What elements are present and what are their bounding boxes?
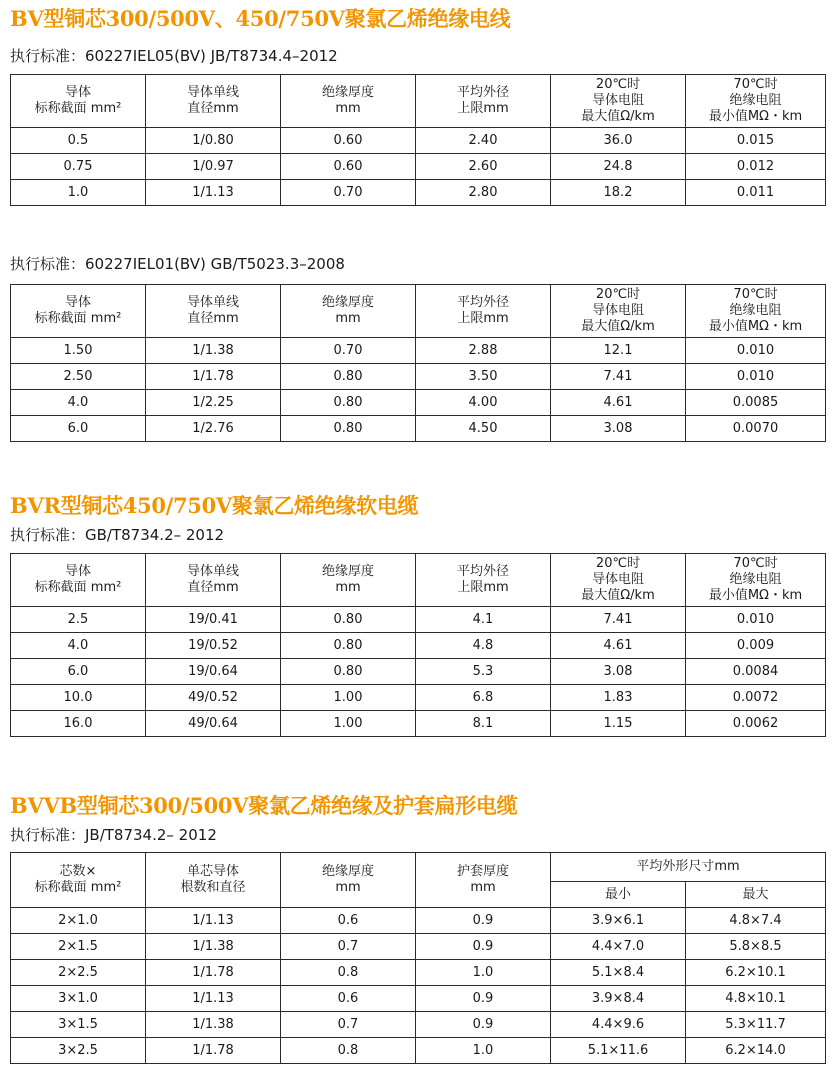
table-cell: 2×2.5 — [11, 960, 146, 986]
header-line: 导体单线 — [186, 85, 239, 100]
table-row — [11, 659, 826, 685]
table-cell: 2×1.0 — [11, 908, 146, 934]
table-cell: 4.0 — [11, 390, 146, 416]
section-standard: 执行标准：60227IEL05(BV) JB/T8734.4–2012 — [10, 47, 338, 65]
table-row — [11, 633, 826, 659]
section-bv-2 — [10, 254, 825, 442]
table-cell: 19/0.52 — [146, 633, 281, 659]
table-cell: 1/1.78 — [146, 1038, 281, 1064]
table-cell: 18.2 — [551, 180, 686, 206]
table-cell: 0.011 — [686, 180, 826, 206]
table-cell: 1.00 — [281, 711, 416, 737]
header-line: 平均外径 — [456, 295, 509, 310]
section-title: BVVB型铜芯300/500V聚氯乙烯绝缘及护套扁形电缆 — [10, 793, 518, 818]
table-cell: 7.41 — [551, 364, 686, 390]
table-cell: 0.70 — [281, 338, 416, 364]
table-cell: 4.61 — [551, 633, 686, 659]
column-header — [146, 554, 281, 607]
table-cell: 2×1.5 — [11, 934, 146, 960]
table-cell: 2.88 — [416, 338, 551, 364]
table-cell: 4.4×9.6 — [551, 1012, 686, 1038]
column-header — [281, 285, 416, 338]
table-cell: 2.50 — [11, 364, 146, 390]
table-cell: 0.0062 — [686, 711, 826, 737]
header-line: 最大值Ω/km — [581, 319, 655, 334]
table-row — [11, 416, 826, 442]
table-cell: 1/2.25 — [146, 390, 281, 416]
table-cell: 4.61 — [551, 390, 686, 416]
table-cell: 0.7 — [281, 934, 416, 960]
table-cell: 1/1.38 — [146, 338, 281, 364]
table-cell: 3.50 — [416, 364, 551, 390]
table-cell: 4.1 — [416, 607, 551, 633]
table-cell: 0.70 — [281, 180, 416, 206]
table-cell: 0.9 — [416, 1012, 551, 1038]
table-cell: 0.009 — [686, 633, 826, 659]
table-row — [11, 180, 826, 206]
header-line: 绝缘厚度 — [321, 295, 374, 310]
section-title: BV型铜芯300/500V、450/750V聚氯乙烯绝缘电线 — [10, 6, 511, 31]
table-cell: 0.012 — [686, 154, 826, 180]
table-row — [11, 685, 826, 711]
header-line: 绝缘电阻 — [729, 93, 782, 108]
table-cell: 1/1.38 — [146, 1012, 281, 1038]
column-header — [416, 853, 551, 908]
table-cell: 1.50 — [11, 338, 146, 364]
table-cell: 8.1 — [416, 711, 551, 737]
header-line: mm — [470, 880, 496, 895]
table-cell: 3×2.5 — [11, 1038, 146, 1064]
table-cell: 1.0 — [416, 1038, 551, 1064]
column-header — [416, 554, 551, 607]
section-bvvb — [10, 793, 825, 1064]
header-line: 单芯导体 — [186, 864, 239, 879]
header-line: 绝缘电阻 — [729, 303, 782, 318]
table-cell: 2.60 — [416, 154, 551, 180]
header-line: 护套厚度 — [456, 864, 509, 879]
table-cell: 10.0 — [11, 685, 146, 711]
column-header — [11, 75, 146, 128]
header-line: 最大值Ω/km — [581, 109, 655, 124]
section-title: BVR型铜芯450/750V聚氯乙烯绝缘软电缆 — [10, 493, 419, 518]
table-row — [11, 1012, 826, 1038]
spec-table — [10, 74, 826, 206]
table-cell: 6.2×14.0 — [686, 1038, 826, 1064]
header-line: 导体 — [64, 564, 91, 579]
table-cell: 19/0.64 — [146, 659, 281, 685]
column-header — [281, 75, 416, 128]
column-header — [281, 554, 416, 607]
table-cell: 7.41 — [551, 607, 686, 633]
header-line: 平均外径 — [456, 564, 509, 579]
column-header — [416, 75, 551, 128]
table-cell: 0.6 — [281, 986, 416, 1012]
table-cell: 0.0085 — [686, 390, 826, 416]
table-cell: 0.7 — [281, 1012, 416, 1038]
header-line: 20℃时 — [595, 287, 641, 302]
table-cell: 1.15 — [551, 711, 686, 737]
table-cell: 1/0.80 — [146, 128, 281, 154]
header-row — [11, 285, 826, 338]
table-cell: 0.9 — [416, 908, 551, 934]
table-cell: 1/0.97 — [146, 154, 281, 180]
section-bvr — [10, 493, 825, 737]
table-cell: 1.0 — [11, 180, 146, 206]
table-row — [11, 960, 826, 986]
table-cell: 0.80 — [281, 659, 416, 685]
table-cell: 0.6 — [281, 908, 416, 934]
section-bv-1 — [10, 6, 825, 206]
table-row — [11, 364, 826, 390]
table-row — [11, 154, 826, 180]
header-line: 直径mm — [187, 580, 239, 595]
table-cell: 0.8 — [281, 1038, 416, 1064]
header-line: 20℃时 — [595, 77, 641, 92]
table-cell: 5.1×8.4 — [551, 960, 686, 986]
table-cell: 6.0 — [11, 659, 146, 685]
table-row — [11, 338, 826, 364]
header-line: 标称截面 mm² — [34, 880, 122, 895]
table-cell: 3.9×8.4 — [551, 986, 686, 1012]
column-header — [146, 75, 281, 128]
table-cell: 2.5 — [11, 607, 146, 633]
header-line: 平均外径 — [456, 85, 509, 100]
table-row — [11, 711, 826, 737]
table-cell: 1/1.78 — [146, 960, 281, 986]
table-cell: 12.1 — [551, 338, 686, 364]
column-header — [11, 554, 146, 607]
table-cell: 5.8×8.5 — [686, 934, 826, 960]
header-line: 70℃时 — [733, 77, 778, 92]
header-line: mm — [335, 880, 361, 895]
header-line: 最小值MΩ・km — [708, 319, 803, 334]
header-line: 70℃时 — [733, 287, 778, 302]
table-cell: 0.80 — [281, 364, 416, 390]
header-line: 直径mm — [187, 101, 239, 116]
table-cell: 5.3×11.7 — [686, 1012, 826, 1038]
table-row — [11, 934, 826, 960]
header-line: 导体电阻 — [591, 572, 644, 587]
column-header — [551, 554, 686, 607]
header-line: 绝缘厚度 — [321, 864, 374, 879]
table-cell: 0.80 — [281, 607, 416, 633]
header-row — [11, 853, 826, 882]
table-cell: 6.2×10.1 — [686, 960, 826, 986]
column-header — [686, 554, 826, 607]
header-row — [11, 554, 826, 607]
table-cell: 0.80 — [281, 390, 416, 416]
header-line: 绝缘厚度 — [321, 564, 374, 579]
table-cell: 4.0 — [11, 633, 146, 659]
header-line: 最小值MΩ・km — [708, 588, 803, 603]
header-line: 导体电阻 — [591, 303, 644, 318]
table-cell: 4.8 — [416, 633, 551, 659]
header-line: 芯数× — [59, 864, 97, 879]
table-cell: 1/1.78 — [146, 364, 281, 390]
table-cell: 1.0 — [416, 960, 551, 986]
table-row — [11, 607, 826, 633]
table-cell: 0.80 — [281, 416, 416, 442]
table-cell: 4.4×7.0 — [551, 934, 686, 960]
table-cell: 5.1×11.6 — [551, 1038, 686, 1064]
table-row — [11, 128, 826, 154]
header-line: 上限mm — [457, 101, 509, 116]
table-cell: 0.9 — [416, 986, 551, 1012]
header-line: 导体单线 — [186, 564, 239, 579]
table-cell: 1/2.76 — [146, 416, 281, 442]
table-row — [11, 908, 826, 934]
table-cell: 0.60 — [281, 128, 416, 154]
table-cell: 4.50 — [416, 416, 551, 442]
group-header: 平均外形尺寸mm — [551, 853, 826, 882]
header-row — [11, 75, 826, 128]
table-cell: 3.9×6.1 — [551, 908, 686, 934]
table-cell: 0.010 — [686, 607, 826, 633]
table-cell: 4.8×10.1 — [686, 986, 826, 1012]
column-header — [281, 853, 416, 908]
table-cell: 0.60 — [281, 154, 416, 180]
header-line: mm — [335, 580, 361, 595]
table-cell: 0.015 — [686, 128, 826, 154]
table-cell: 0.8 — [281, 960, 416, 986]
spec-table — [10, 284, 826, 442]
table-cell: 16.0 — [11, 711, 146, 737]
section-standard: 执行标准：GB/T8734.2– 2012 — [10, 526, 225, 544]
header-line: 直径mm — [187, 311, 239, 326]
table-cell: 0.5 — [11, 128, 146, 154]
column-header — [551, 75, 686, 128]
section-standard: 执行标准：60227IEL01(BV) GB/T5023.3–2008 — [10, 255, 345, 273]
header-line: mm — [335, 101, 361, 116]
table-cell: 2.40 — [416, 128, 551, 154]
header-line: 最小值MΩ・km — [708, 109, 803, 124]
header-line: 绝缘厚度 — [321, 85, 374, 100]
table-cell: 1/1.38 — [146, 934, 281, 960]
table-cell: 0.0084 — [686, 659, 826, 685]
section-standard: 执行标准：JB/T8734.2– 2012 — [10, 826, 217, 844]
table-cell: 0.75 — [11, 154, 146, 180]
header-line: 最大值Ω/km — [581, 588, 655, 603]
table-row — [11, 986, 826, 1012]
header-line: 上限mm — [457, 580, 509, 595]
column-header — [146, 853, 281, 908]
table-cell: 3×1.0 — [11, 986, 146, 1012]
table-cell: 1.00 — [281, 685, 416, 711]
column-header — [686, 285, 826, 338]
table-cell: 0.0072 — [686, 685, 826, 711]
table-cell: 6.0 — [11, 416, 146, 442]
header-line: 根数和直径 — [180, 880, 246, 895]
column-header — [686, 75, 826, 128]
table-cell: 0.0070 — [686, 416, 826, 442]
sub-header-max: 最大 — [686, 882, 826, 908]
header-line: 绝缘电阻 — [729, 572, 782, 587]
table-cell: 0.010 — [686, 364, 826, 390]
header-line: 导体电阻 — [591, 93, 644, 108]
spec-table-grouped — [10, 852, 826, 1064]
header-line: 标称截面 mm² — [34, 101, 122, 116]
table-cell: 1/1.13 — [146, 908, 281, 934]
table-cell: 1/1.13 — [146, 986, 281, 1012]
table-row — [11, 390, 826, 416]
header-line: mm — [335, 311, 361, 326]
column-header — [551, 285, 686, 338]
table-row — [11, 1038, 826, 1064]
header-line: 导体 — [64, 85, 91, 100]
header-line: 20℃时 — [595, 556, 641, 571]
header-line: 导体 — [64, 295, 91, 310]
table-cell: 24.8 — [551, 154, 686, 180]
table-cell: 4.00 — [416, 390, 551, 416]
table-cell: 2.80 — [416, 180, 551, 206]
table-cell: 19/0.41 — [146, 607, 281, 633]
table-cell: 6.8 — [416, 685, 551, 711]
header-line: 导体单线 — [186, 295, 239, 310]
table-cell: 3.08 — [551, 659, 686, 685]
table-cell: 1.83 — [551, 685, 686, 711]
sub-header-min: 最小 — [551, 882, 686, 908]
column-header — [416, 285, 551, 338]
header-line: 标称截面 mm² — [34, 311, 122, 326]
table-cell: 5.3 — [416, 659, 551, 685]
header-line: 标称截面 mm² — [34, 580, 122, 595]
spec-table — [10, 553, 826, 737]
column-header — [11, 285, 146, 338]
column-header — [146, 285, 281, 338]
header-line: 上限mm — [457, 311, 509, 326]
table-cell: 0.9 — [416, 934, 551, 960]
table-cell: 1/1.13 — [146, 180, 281, 206]
column-header — [11, 853, 146, 908]
table-cell: 3×1.5 — [11, 1012, 146, 1038]
table-cell: 49/0.52 — [146, 685, 281, 711]
table-cell: 4.8×7.4 — [686, 908, 826, 934]
table-cell: 49/0.64 — [146, 711, 281, 737]
table-cell: 3.08 — [551, 416, 686, 442]
table-cell: 0.010 — [686, 338, 826, 364]
header-line: 70℃时 — [733, 556, 778, 571]
table-cell: 0.80 — [281, 633, 416, 659]
table-cell: 36.0 — [551, 128, 686, 154]
